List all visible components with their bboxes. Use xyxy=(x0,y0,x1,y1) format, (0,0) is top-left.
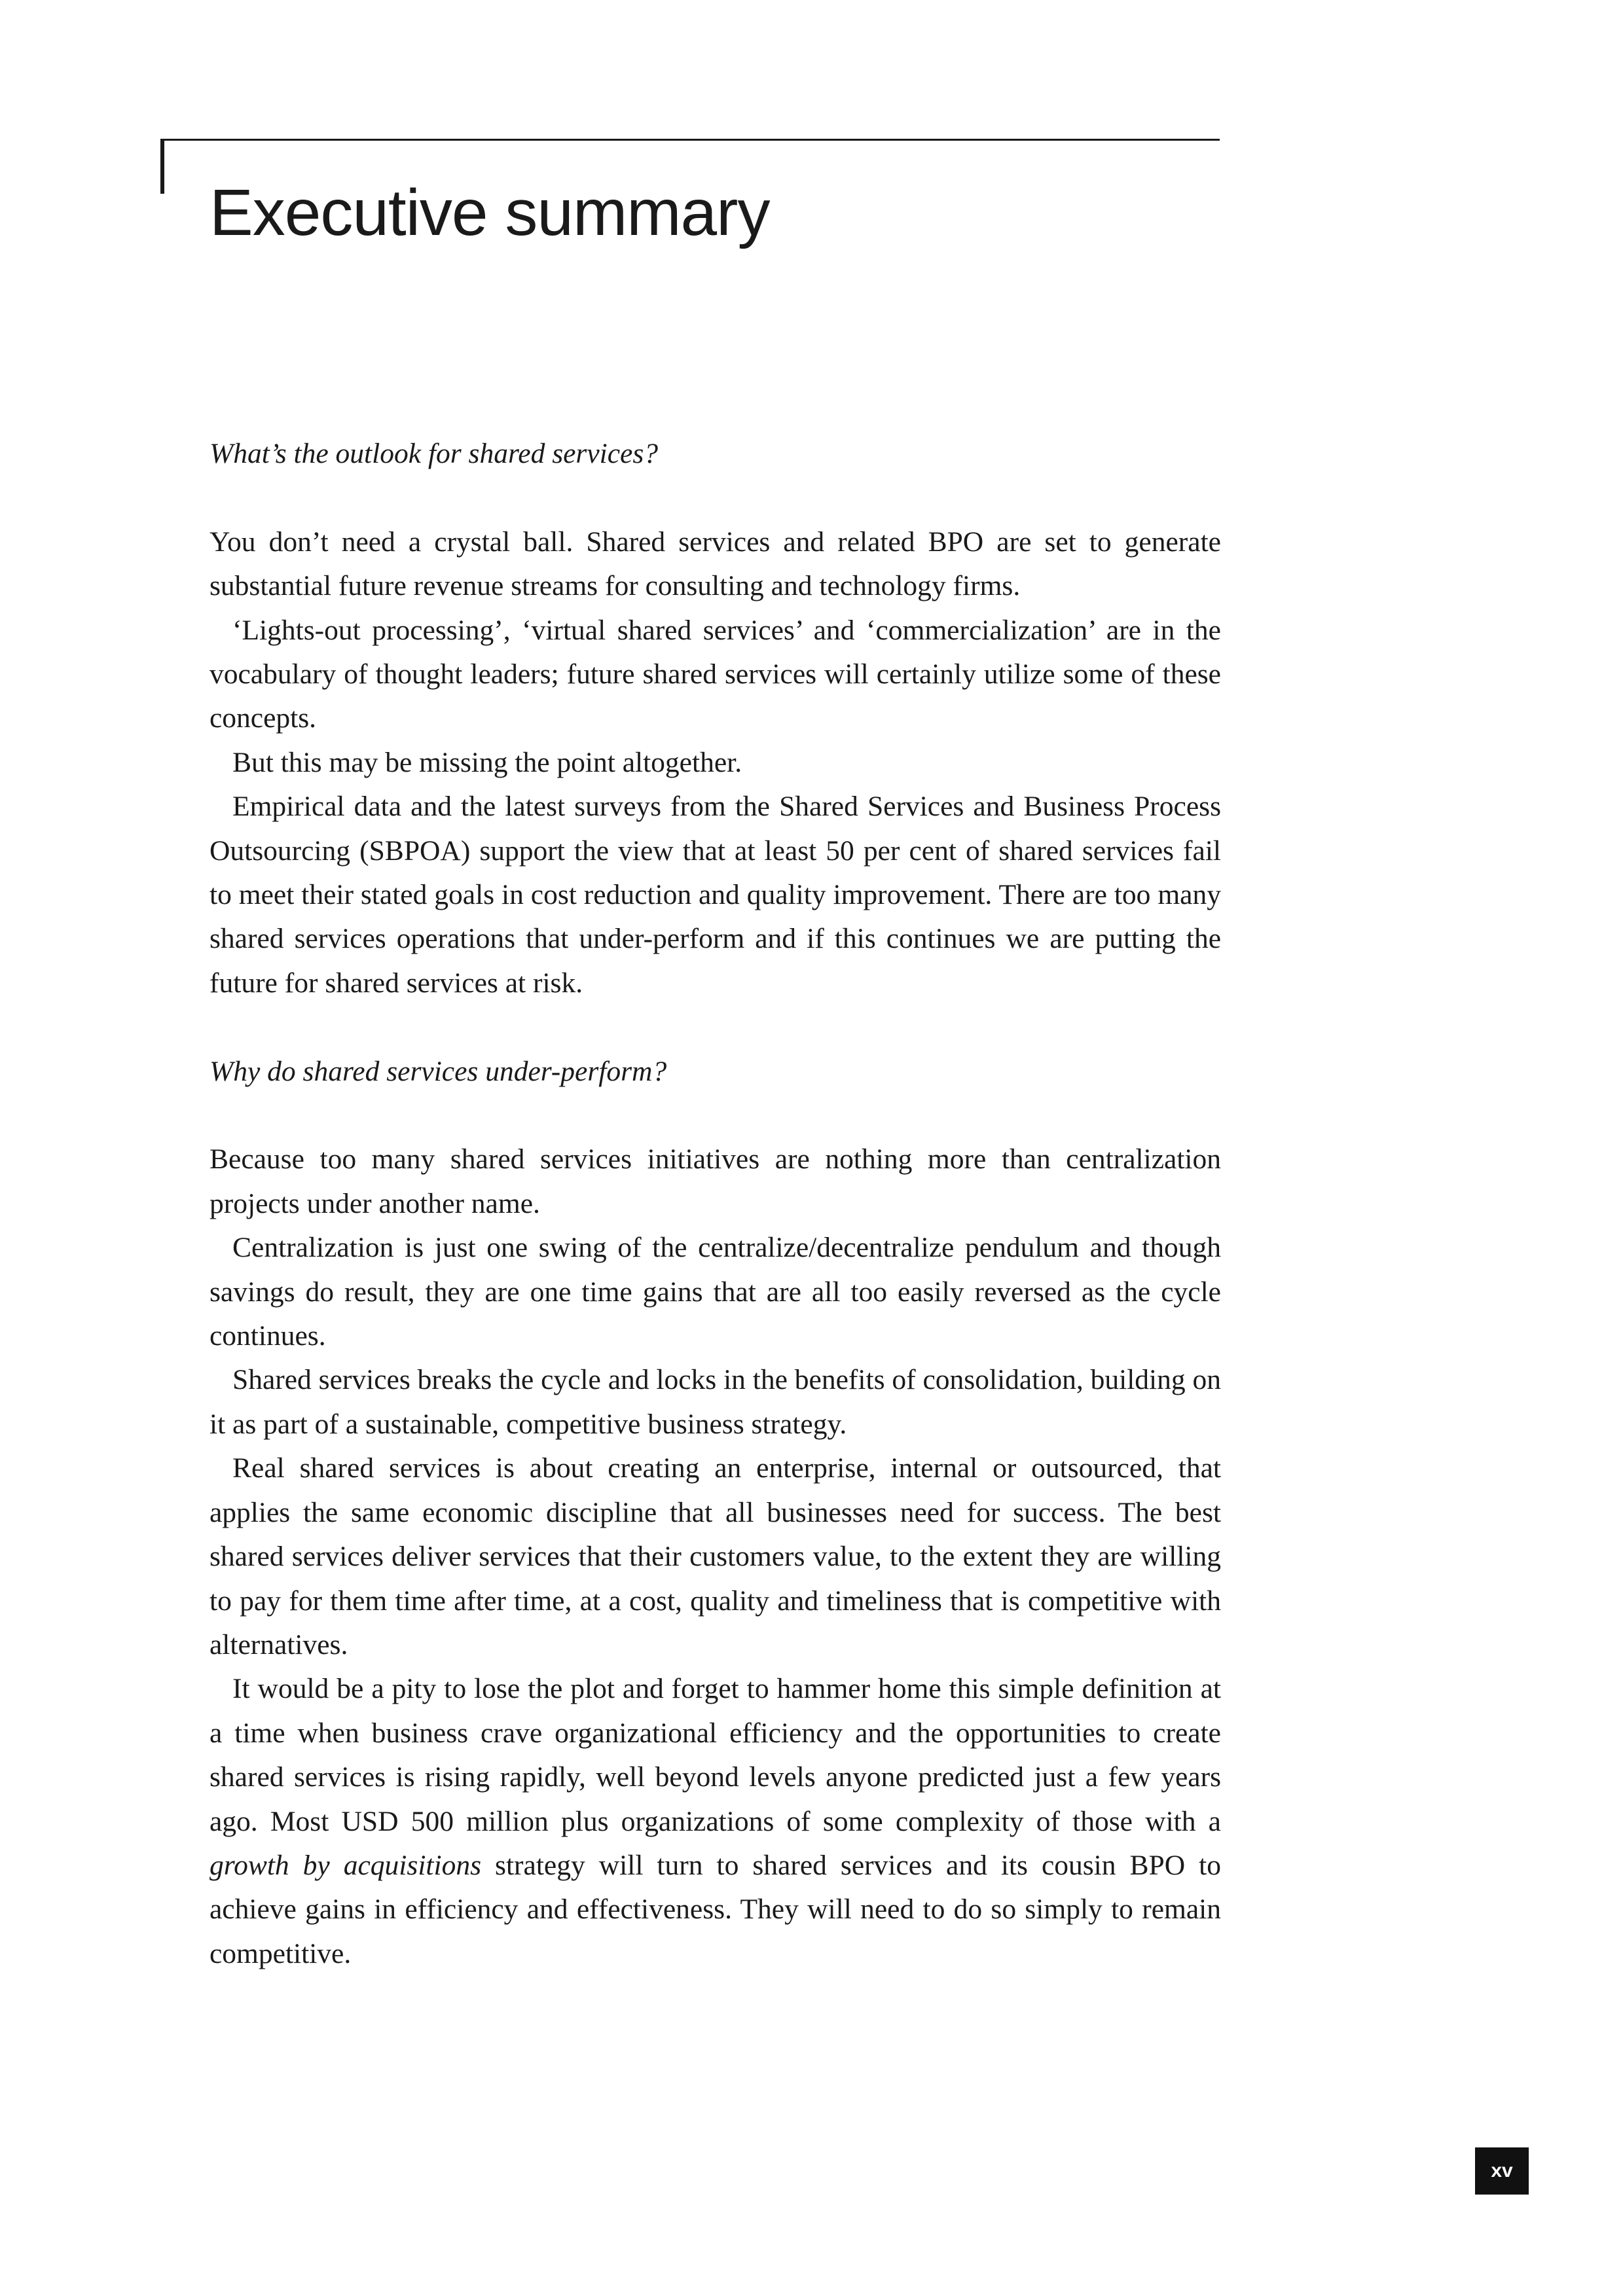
section-heading-outlook: What’s the outlook for shared services? xyxy=(210,438,659,469)
paragraph: Shared services breaks the cycle and locks in the benefits of consolidation, building on it as part of a sustainable, competitive business strategy. xyxy=(210,1364,1222,1440)
emphasis-text: growth by acquisitions xyxy=(210,1849,482,1881)
paragraph: Real shared services is about creating an enterprise, internal or outsourced, that applies the same economic discipline that all businesses need for success. The best shared services deliver services that their customers value, to the extent they are willing to pay for them time after time, at a cost, quality and timeliness that is competitive with alternatives. xyxy=(210,1452,1221,1660)
chapter-corner-mark xyxy=(160,139,164,194)
paragraph: Empirical data and the latest surveys from the Shared Services and Business Process Outsourcing (SBPOA) support the view that at least 50 per cent of shared services fail to meet their stated goals in cost reduction and quality improvement. There are too many shared services operations that under-perform and if this continues we are putting the future for shared services at risk. xyxy=(210,791,1221,999)
paragraph: Centralization is just one swing of the centralize/decentralize pendulum and though savings do result, they are one time gains that are all too easily reversed as the cycle continues. xyxy=(210,1232,1221,1352)
page-title: Executive summary xyxy=(210,176,770,249)
paragraph-final xyxy=(210,1667,1221,1976)
paragraph: Because too many shared services initiatives are nothing more than centralization projects under another name. xyxy=(210,1143,1221,1219)
paragraph: But this may be missing the point altogether. xyxy=(232,746,742,778)
body-text xyxy=(210,432,1221,1976)
chapter-top-rule xyxy=(160,139,1220,141)
paragraph-text-after: strategy will turn to shared services and its cousin BPO to achieve gains in efficiency and effectiveness. They will need to do so simply to remain competitive. xyxy=(210,1849,1221,1969)
paragraph: You don’t need a crystal ball. Shared services and related BPO are set to generate substantial future revenue streams for consulting and technology firms. xyxy=(210,526,1221,602)
section-heading-underperform: Why do shared services under-perform? xyxy=(210,1055,667,1087)
paragraph-text-before: It would be a pity to lose the plot and forget to hammer home this simple definition at a time when business crave organizational efficiency and the opportunities to create shared services is rising rapidly, well beyond levels anyone predicted just a few years ago. Most USD 500 million plus organizations of some complexity of those with a xyxy=(210,1673,1221,1837)
paragraph: ‘Lights-out processing’, ‘virtual shared services’ and ‘commercialization’ are in the vocabulary of thought leaders; future shared services will certainly utilize some of these concepts. xyxy=(210,614,1221,734)
page-number-badge: xv xyxy=(1475,2147,1529,2195)
